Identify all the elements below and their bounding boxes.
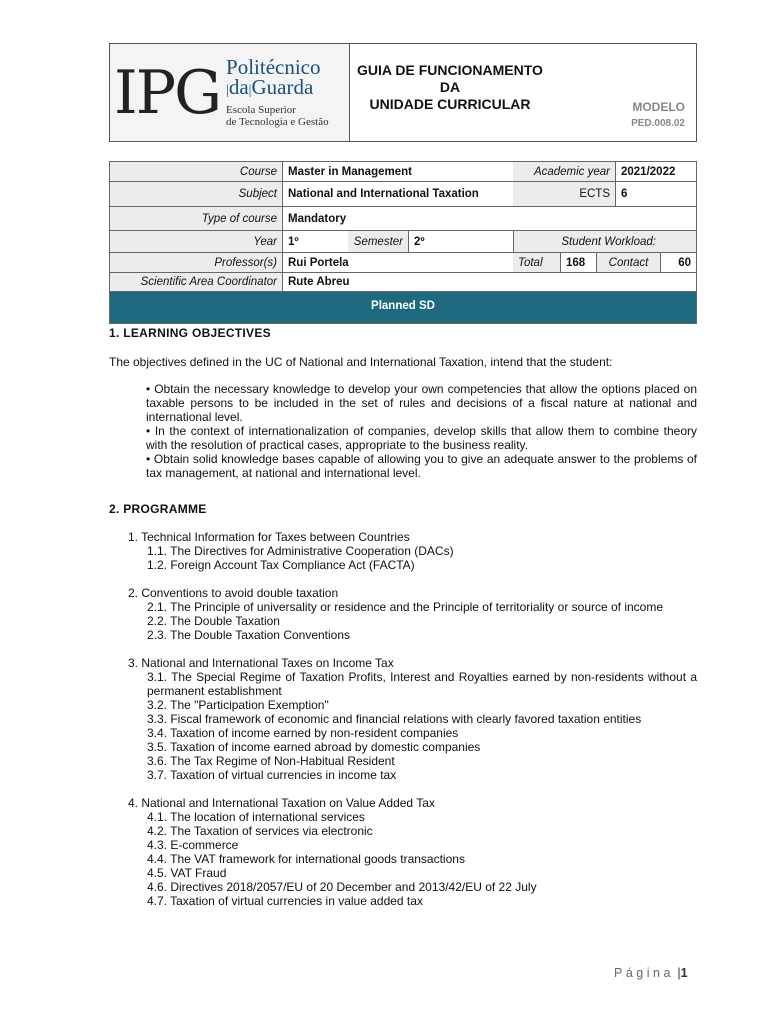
programme-subitem: 4.4. The VAT framework for international goods transactions [147, 852, 465, 866]
document-title [350, 44, 550, 141]
logo-name-da: da [228, 75, 249, 99]
programme-subitem: 4.3. E-commerce [147, 838, 239, 852]
logo-school-line1: Escola Superior [226, 104, 296, 116]
logo-name-guarda: Guarda [251, 75, 314, 99]
programme-section-title: 4. National and International Taxation on Value Added Tax [128, 796, 435, 810]
document-header [109, 43, 697, 142]
programme-section-title: 3. National and International Taxes on Income Tax [128, 656, 394, 670]
programme-subitem: 4.6. Directives 2018/2057/EU of 20 December and 2013/42/EU of 22 July [147, 880, 537, 894]
contact-value: 60 [660, 253, 696, 272]
programme-subitem: 3.4. Taxation of income earned by non-resident companies [147, 726, 459, 740]
programme-section [128, 656, 697, 782]
ects-value: 6 [615, 182, 696, 206]
logo-name-line2: |da|Guarda [226, 75, 314, 99]
programme-section [128, 796, 697, 908]
programme-subitem: 2.3. The Double Taxation Conventions [147, 628, 351, 642]
model-code: PED.008.02 [631, 118, 685, 129]
logo-text [226, 57, 329, 128]
semester-label: Semester [348, 231, 408, 252]
programme-subitem: 2.2. The Double Taxation [147, 614, 280, 628]
programme-subitem: 2.1. The Principle of universality or residence and the Principle of territoriality or source of income [147, 600, 664, 614]
programme-subitem: 3.5. Taxation of income earned abroad by domestic companies [147, 740, 481, 754]
professor-value: Rui Portela [288, 256, 349, 269]
programme-subitem: 4.2. The Taxation of services via electronic [147, 824, 373, 838]
institution-logo [110, 44, 350, 141]
subject-value: National and International Taxation [288, 188, 479, 200]
info-row-course [109, 161, 697, 182]
info-row-subject [109, 182, 697, 207]
info-row-professor [109, 253, 697, 273]
academic-year-label: Academic year [513, 162, 615, 181]
programme-subitem: 4.7. Taxation of virtual currencies in value added tax [147, 894, 423, 908]
programme-subitem: 1.1. The Directives for Administrative Cooperation (DACs) [147, 544, 454, 558]
title-line1: GUIA DE FUNCIONAMENTO DA [357, 62, 543, 95]
planned-sd-banner: Planned SD [109, 292, 697, 324]
coordinator-value: Rute Abreu [288, 276, 350, 288]
programme-subitem: 1.2. Foreign Account Tax Compliance Act (FACTA) [147, 558, 415, 572]
title-line2: UNIDADE CURRICULAR [369, 96, 531, 112]
year-label: Year [110, 231, 283, 252]
programme-subitem: 3.2. The "Participation Exemption" [147, 698, 329, 712]
logo-school-line2: de Tecnologia e Gestão [226, 116, 329, 128]
programme-section [128, 586, 697, 642]
objective-item: • In the context of internationalization of companies, develop skills that allow them to combine theory with the resolution of practical cases, appropriate to the business reality. [146, 424, 697, 452]
total-value: 168 [560, 253, 596, 272]
workload-label: Student Workload: [513, 231, 696, 252]
programme-subitem: 4.1. The location of international services [147, 810, 365, 824]
programme-subitem: 3.7. Taxation of virtual currencies in income tax [147, 768, 397, 782]
type-value: Mandatory [288, 212, 347, 225]
programme-subitem: 3.1. The Special Regime of Taxation Profits, Interest and Royalties earned by non-residents without a permanent establishment [147, 670, 697, 698]
page-footer [614, 966, 688, 980]
logo-mark: IPG [114, 57, 221, 128]
programme-subitem: 3.3. Fiscal framework of economic and financial relations with clearly favored taxation entities [147, 712, 642, 726]
page-number: 1 [680, 966, 688, 980]
programme-section-title: 1. Technical Information for Taxes between Countries [128, 530, 410, 544]
professor-label: Professor(s) [110, 253, 283, 272]
programme-section [128, 530, 697, 572]
learning-objectives-heading: 1. LEARNING OBJECTIVES [109, 326, 271, 340]
model-info [550, 44, 696, 141]
semester-value: 2º [408, 231, 513, 252]
type-label: Type of course [110, 207, 283, 230]
objectives-list [109, 382, 697, 480]
info-row-coordinator [109, 273, 697, 292]
ects-label: ECTS [513, 182, 615, 206]
logo-name-line1: Politécnico [226, 55, 321, 79]
programme-section-title: 2. Conventions to avoid double taxation [128, 586, 339, 600]
objective-item: • Obtain the necessary knowledge to develop your own competencies that allow the options placed on taxable persons to be included in the set of rules and decisions of a fiscal nature at national and international level. [146, 382, 697, 424]
academic-year-value: 2021/2022 [615, 162, 696, 181]
coordinator-label: Scientific Area Coordinator [110, 273, 283, 291]
subject-label: Subject [110, 182, 283, 206]
model-label: MODELO [632, 100, 685, 114]
page-separator: | [677, 966, 681, 980]
year-value: 1º [288, 235, 299, 248]
info-row-year [109, 231, 697, 253]
contact-label: Contact [596, 253, 660, 272]
course-label: Course [110, 162, 283, 181]
course-info-table [109, 161, 697, 324]
objective-item: • Obtain solid knowledge bases capable of allowing you to give an adequate answer to the problems of tax management, at national and international level. [146, 452, 697, 480]
programme-list [109, 530, 697, 908]
programme-subitem: 4.5. VAT Fraud [147, 866, 227, 880]
page-word: Página [614, 966, 674, 980]
learning-objectives-intro: The objectives defined in the UC of National and International Taxation, intend that the student: [109, 355, 613, 369]
programme-heading: 2. PROGRAMME [109, 502, 207, 516]
programme-subitem: 3.6. The Tax Regime of Non-Habitual Resident [147, 754, 395, 768]
course-value: Master in Management [288, 165, 412, 178]
total-label: Total [513, 253, 560, 272]
document-body [109, 326, 697, 922]
info-row-type [109, 207, 697, 231]
